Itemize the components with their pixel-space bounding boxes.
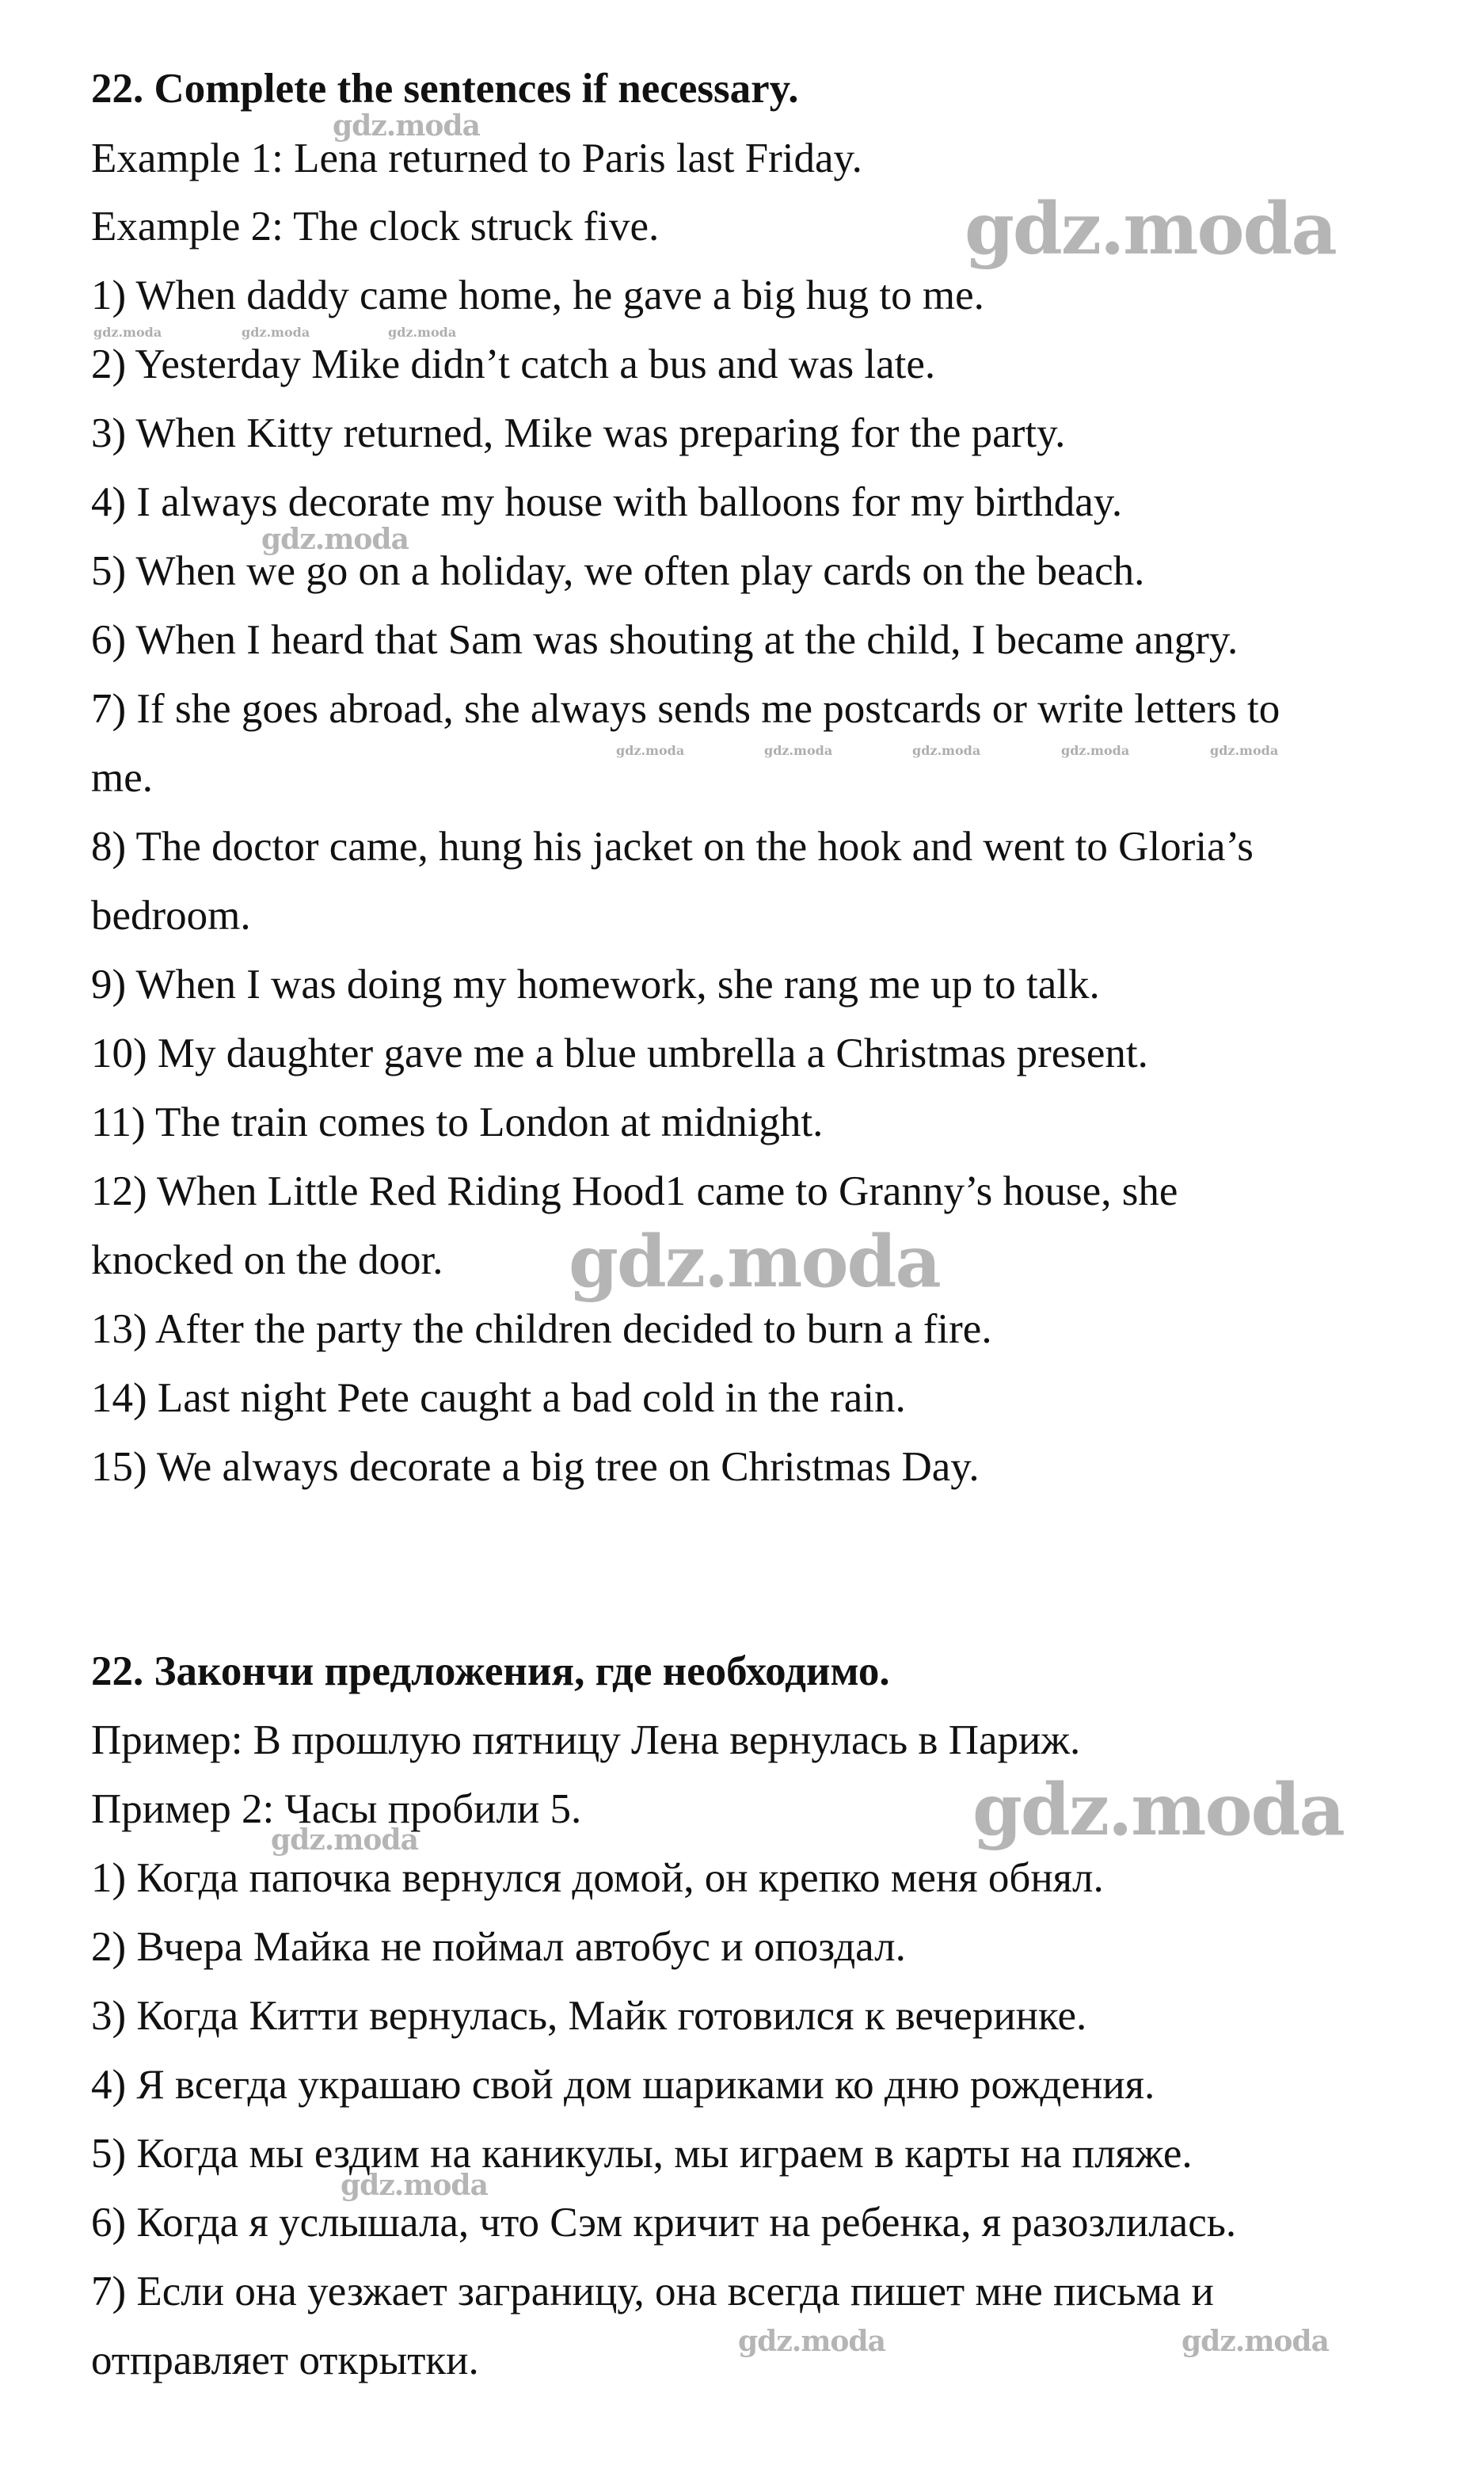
watermark: gdz.moda: [242, 325, 310, 340]
watermark: gdz.moda: [738, 2325, 885, 2358]
english-line: 2) Yesterday Mike didn’t catch a bus and was late.: [91, 341, 936, 387]
russian-line: 1) Когда папочка вернулся домой, он крепко меня обнял.: [91, 1855, 1104, 1901]
watermark: gdz.moda: [261, 523, 409, 556]
english-line: 1) When daddy came home, he gave a big hug to me.: [91, 272, 984, 318]
russian-heading: 22. Закончи предложения, где необходимо.: [91, 1648, 890, 1694]
russian-line: 4) Я всегда украшаю свой дом шариками ко дню рождения.: [91, 2062, 1155, 2108]
watermark: gdz.moda: [1181, 2325, 1329, 2358]
english-line: 12) When Little Red Riding Hood1 came to Granny’s house, she: [91, 1168, 1178, 1214]
watermark: gdz.moda: [965, 187, 1336, 271]
english-line: 5) When we go on a holiday, we often play cards on the beach.: [91, 548, 1145, 594]
english-line: bedroom.: [91, 893, 251, 939]
english-line: 9) When I was doing my homework, she rang me up to talk.: [91, 962, 1100, 1008]
russian-line: Пример: В прошлую пятницу Лена вернулась в Париж.: [91, 1717, 1081, 1763]
english-line: 6) When I heard that Sam was shouting at the child, I became angry.: [91, 617, 1239, 663]
russian-line: 7) Если она уезжает заграницу, она всегда пишет мне письма и: [91, 2269, 1214, 2314]
english-line: 10) My daughter gave me a blue umbrella a Christmas present.: [91, 1031, 1148, 1076]
watermark: gdz.moda: [569, 1220, 940, 1304]
watermark: gdz.moda: [93, 325, 162, 340]
russian-line: отправляет открытки.: [91, 2337, 479, 2383]
russian-line: 2) Вчера Майка не поймал автобус и опоздал.: [91, 1924, 906, 1970]
russian-line: Пример 2: Часы пробили 5.: [91, 1786, 582, 1832]
english-line: 7) If she goes abroad, she always sends me postcards or write letters to: [91, 686, 1280, 732]
watermark: gdz.moda: [764, 743, 833, 758]
english-line: 11) The train comes to London at midnight.: [91, 1099, 824, 1145]
english-line: 8) The doctor came, hung his jacket on the hook and went to Gloria’s: [91, 824, 1254, 870]
english-line: 15) We always decorate a big tree on Christmas Day.: [91, 1444, 980, 1490]
russian-line: 3) Когда Китти вернулась, Майк готовился к вечеринке.: [91, 1993, 1087, 2039]
watermark: gdz.moda: [271, 1823, 418, 1857]
english-line: knocked on the door.: [91, 1237, 443, 1283]
russian-line: 6) Когда я услышала, что Сэм кричит на ребенка, я разозлилась.: [91, 2200, 1237, 2246]
english-line: 4) I always decorate my house with balloons for my birthday.: [91, 479, 1123, 525]
watermark: gdz.moda: [333, 109, 480, 143]
english-heading: 22. Complete the sentences if necessary.: [91, 66, 799, 112]
english-line: 14) Last night Pete caught a bad cold in the rain.: [91, 1375, 906, 1421]
english-line: Example 2: The clock struck five.: [91, 204, 660, 250]
watermark: gdz.moda: [1061, 743, 1130, 758]
english-line: 13) After the party the children decided to burn a fire.: [91, 1306, 992, 1352]
english-line: Example 1: Lena returned to Paris last Friday.: [91, 135, 862, 181]
english-line: 3) When Kitty returned, Mike was preparing for the party.: [91, 410, 1066, 456]
watermark: gdz.moda: [388, 325, 457, 340]
watermark: gdz.moda: [972, 1768, 1344, 1852]
russian-line: 5) Когда мы ездим на каникулы, мы играем в карты на пляже.: [91, 2131, 1193, 2177]
english-line: me.: [91, 755, 153, 801]
watermark: gdz.moda: [341, 2169, 488, 2202]
watermark: gdz.moda: [912, 743, 981, 758]
watermark: gdz.moda: [616, 743, 685, 758]
watermark: gdz.moda: [1210, 743, 1279, 758]
